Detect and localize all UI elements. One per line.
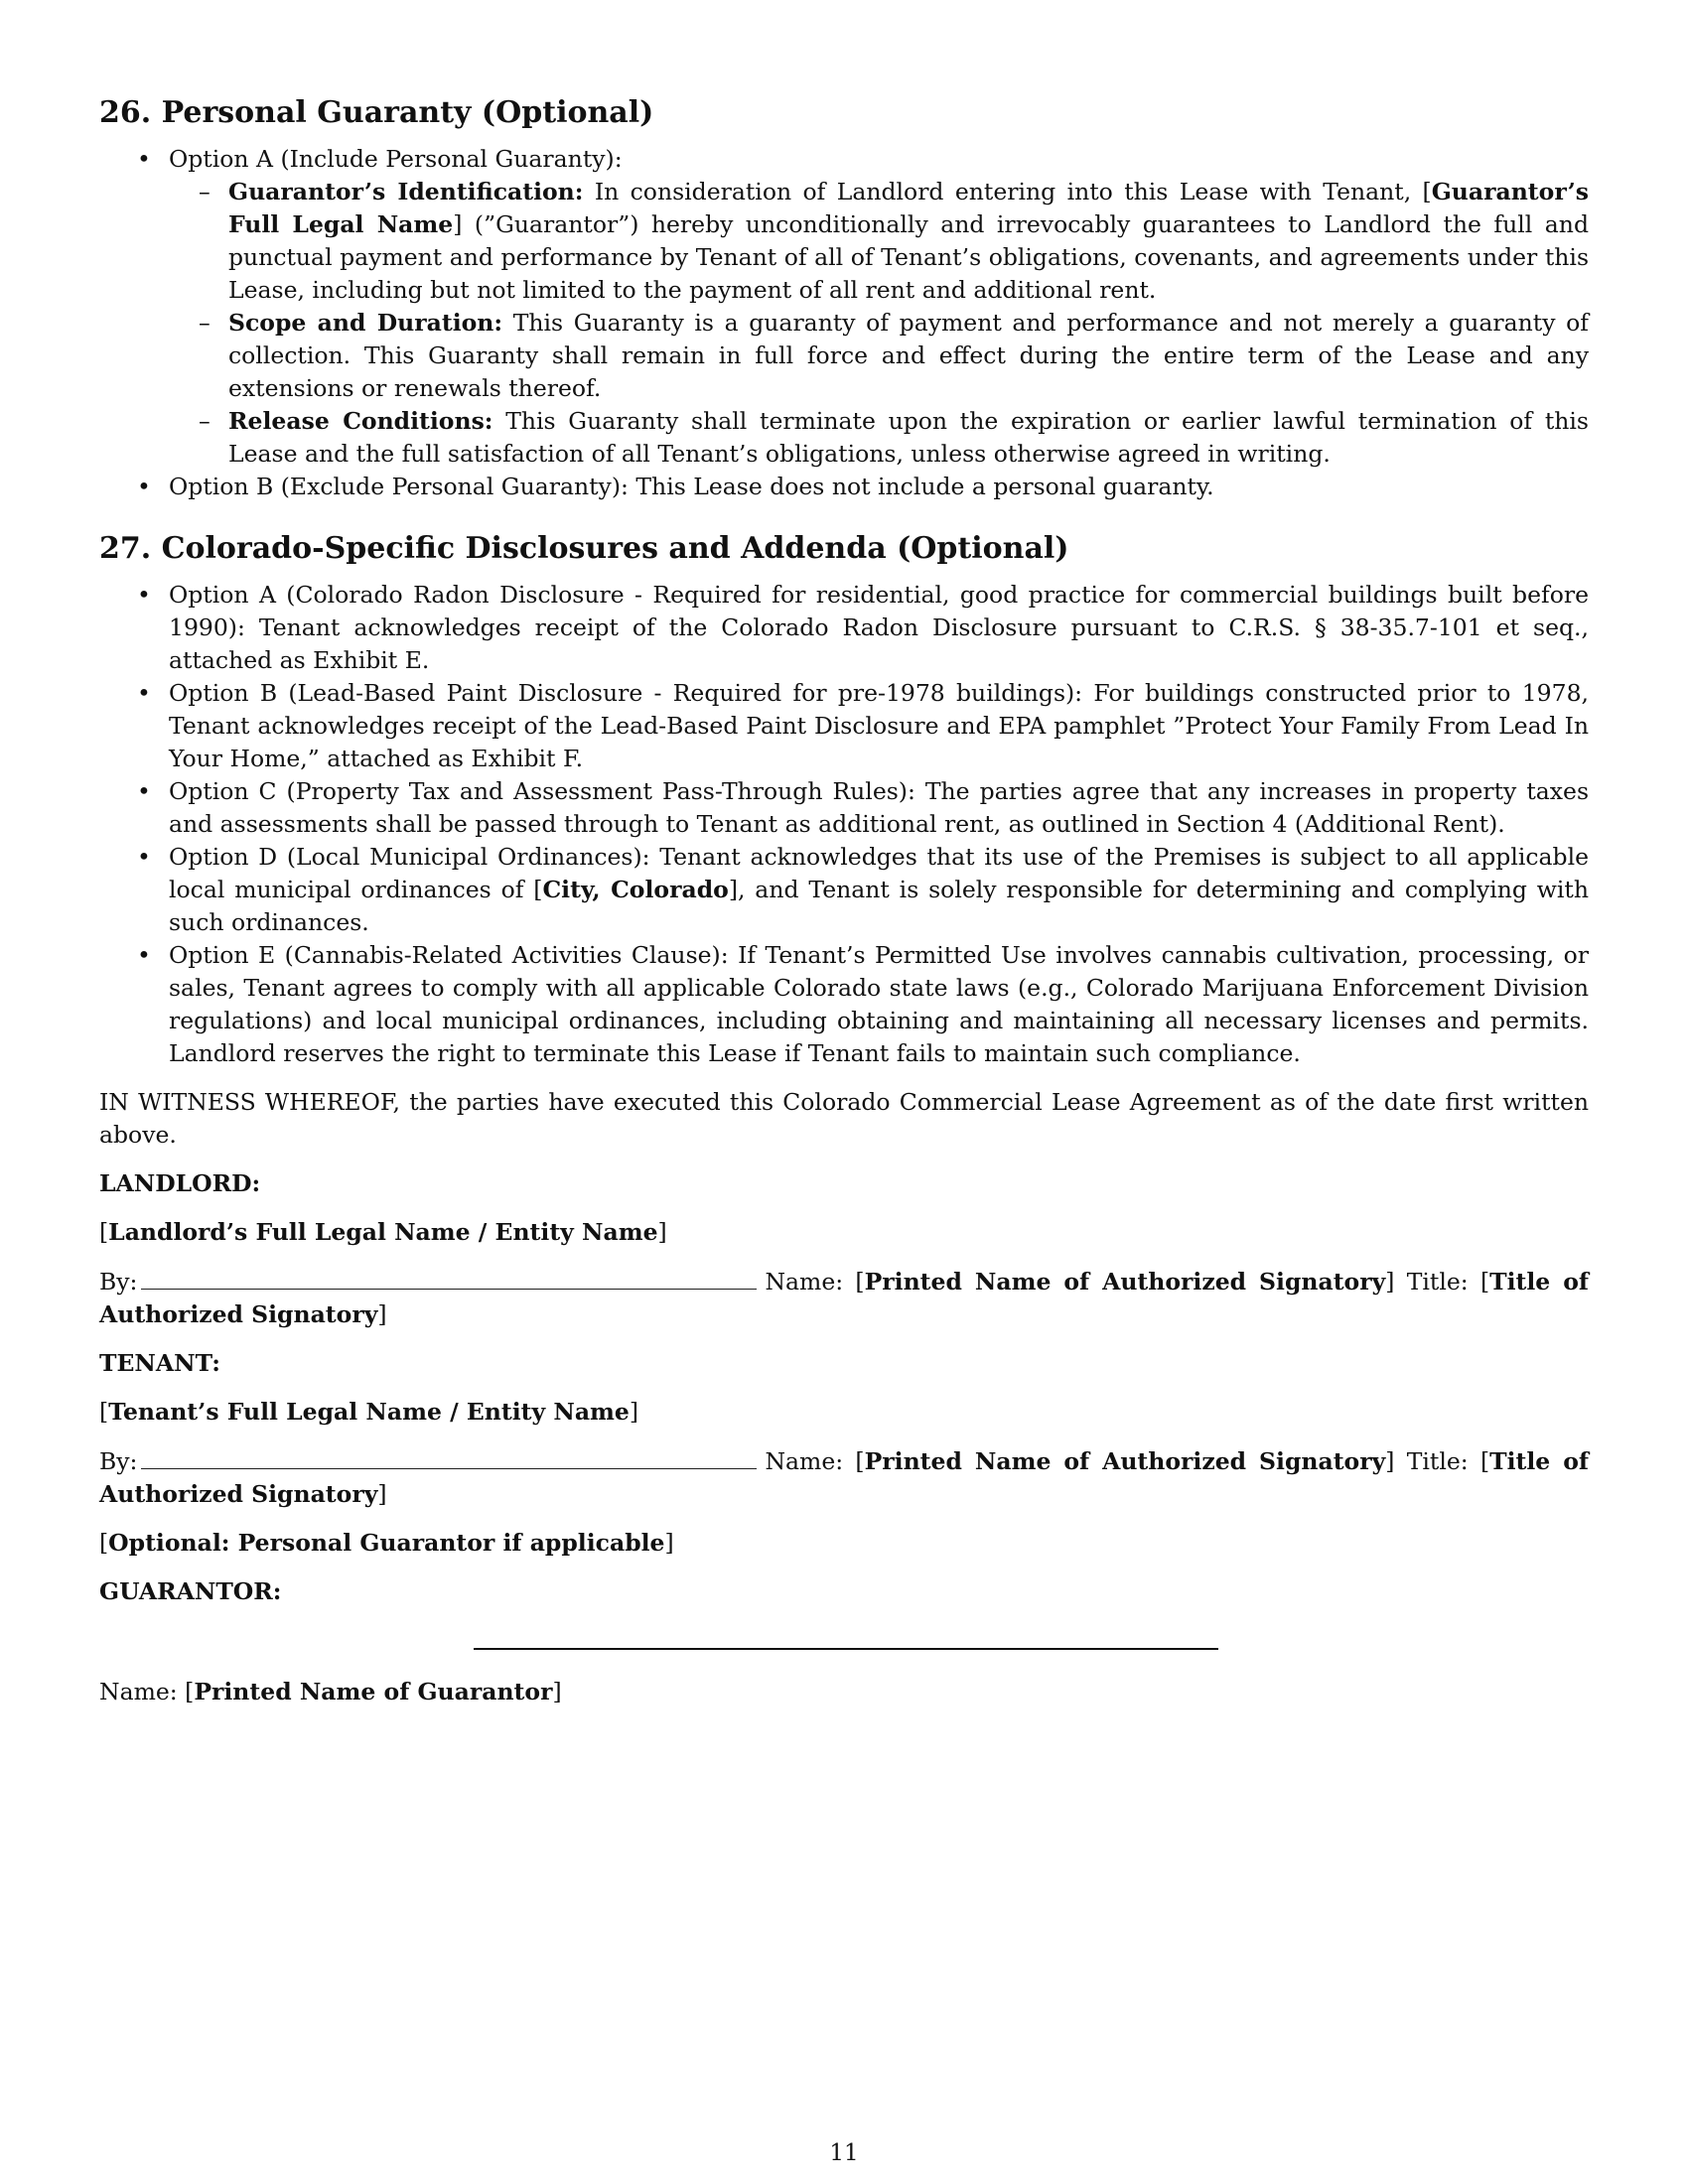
guarantor-name-row: Name: [Printed Name of Guarantor] [99, 1678, 562, 1706]
bullet-icon: • [137, 581, 151, 609]
dash-icon: – [199, 309, 211, 337]
tenant-by-label: By: [99, 1447, 138, 1475]
dash-icon: – [199, 407, 211, 435]
property-tax-text: Option C (Property Tax and Assessment Pass-Through Rules): The parties agree that any increases in property taxes and assessments shall be passed through to Tenant as additional rent, as outlined in Section 4 (Additional Rent). [169, 777, 1589, 838]
section-27-option-b [99, 677, 1589, 775]
tenant-title-label: Title: [1394, 1447, 1480, 1475]
page-number: 11 [829, 2140, 859, 2166]
landlord-title-label: Title: [1394, 1268, 1480, 1296]
optional-guarantor-note: [Optional: Personal Guarantor if applicable] [99, 1529, 674, 1557]
option-b-text: Option B (Exclude Personal Guaranty): This Lease does not include a personal guaranty. [169, 473, 1214, 500]
section-26-option-a [99, 143, 1589, 471]
landlord-entity: [Landlord’s Full Legal Name / Entity Name] [99, 1218, 667, 1246]
guarantor-name-label: Name: [99, 1678, 186, 1706]
guarantor-name-placeholder: Guarantor’s Full Legal Name [228, 178, 1589, 238]
bullet-icon: • [137, 145, 151, 173]
municipal-ordinances-text-pre: Option D (Local Municipal Ordinances): Tenant acknowledges that its use of the Premises is subject to all applicable local municipal ordinances of [ [169, 843, 1589, 903]
section-27-option-e [99, 939, 1589, 1070]
landlord-entity-placeholder: Landlord’s Full Legal Name / Entity Name [108, 1218, 658, 1246]
scope-duration-text: This Guaranty is a guaranty of payment and performance and not merely a guaranty of collection. This Guaranty shall remain in full force and effect during the entire term of the Lease and any extensions or renewals thereof. [228, 309, 1590, 402]
option-a-subitems [169, 176, 1589, 471]
bullet-icon: • [137, 473, 151, 500]
tenant-label: TENANT: [99, 1349, 220, 1377]
city-placeholder: City, Colorado [542, 876, 729, 903]
radon-disclosure-text: Option A (Colorado Radon Disclosure - Required for residential, good practice for commercial buildings built before 1990): Tenant acknowledges receipt of the Colorado Radon Disclosure pursuant to C.R.S. § 38-35.7-101 et seq., attached as Exhibit E. [169, 581, 1589, 674]
witness-clause: IN WITNESS WHEREOF, the parties have executed this Colorado Commercial Lease Agreement as of the date first written above. [99, 1088, 1589, 1149]
bullet-icon: • [137, 941, 151, 969]
section-27-heading: 27. Colorado-Specific Disclosures and Addenda (Optional) [99, 531, 1069, 566]
landlord-by-label: By: [99, 1268, 138, 1296]
option-a-intro: Option A (Include Personal Guaranty): [169, 145, 623, 173]
bullet-icon: • [137, 679, 151, 707]
release-conditions-text: This Guaranty shall terminate upon the expiration or earlier lawful termination of this Lease and the full satisfaction of all Tenant’s obligations, unless otherwise agreed in writing. [228, 407, 1589, 468]
optional-guarantor-text: Optional: Personal Guarantor if applicable [108, 1529, 665, 1557]
landlord-signature-line[interactable] [141, 1265, 757, 1290]
section-27-option-a [99, 579, 1589, 677]
guarantor-label: GUARANTOR: [99, 1577, 282, 1605]
tenant-signature-line[interactable] [141, 1444, 757, 1469]
guarantor-identification-label: Guarantor’s Identification: [228, 178, 584, 205]
section-26-option-b [99, 471, 1589, 503]
release-conditions-label: Release Conditions: [228, 407, 493, 435]
section-26-heading: 26. Personal Guaranty (Optional) [99, 95, 654, 130]
landlord-label: LANDLORD: [99, 1169, 261, 1197]
dash-icon: – [199, 178, 211, 205]
tenant-signature-row: By: Name: [Printed Name of Authorized Signatory] Title: [Title of Authorized Signatory] [99, 1444, 1589, 1511]
landlord-title-placeholder: Title of Authorized Signatory [99, 1268, 1590, 1328]
guarantor-signature-line[interactable] [474, 1648, 1218, 1650]
scope-duration-label: Scope and Duration: [228, 309, 503, 337]
section-27-option-c [99, 775, 1589, 841]
guarantor-identification-item [169, 176, 1589, 307]
municipal-ordinances-text-post: ], and Tenant is solely responsible for determining and complying with such ordinances. [169, 876, 1590, 936]
landlord-printed-name-placeholder: Printed Name of Authorized Signatory [864, 1268, 1386, 1296]
tenant-title-placeholder: Title of Authorized Signatory [99, 1447, 1590, 1508]
section-27-options [99, 579, 1589, 1070]
tenant-printed-name-placeholder: Printed Name of Authorized Signatory [864, 1447, 1386, 1475]
document-page [99, 93, 1589, 1708]
cannabis-clause-text: Option E (Cannabis-Related Activities Clause): If Tenant’s Permitted Use involves cannabis cultivation, processing, or sales, Tenant agrees to comply with all applicable Colorado state laws (e.g., Colorado Marijuana Enforcement Division regulations) and local municipal ordinances, including obtaining and maintaining all necessary licenses and permits. Landlord reserves the right to terminate this Lease if Tenant fails to maintain such compliance. [169, 941, 1589, 1067]
section-26-options [99, 143, 1589, 503]
guarantor-identification-text-pre: In consideration of Landlord entering into this Lease with Tenant, [ [583, 178, 1432, 205]
tenant-entity-placeholder: Tenant’s Full Legal Name / Entity Name [108, 1398, 630, 1426]
lead-paint-disclosure-text: Option B (Lead-Based Paint Disclosure - Required for pre-1978 buildings): For buildings constructed prior to 1978, Tenant acknowledges receipt of the Lead-Based Paint Disclosure and EPA pamphlet ”Protect Your Family From Lead In Your Home,” attached as Exhibit F. [169, 679, 1589, 772]
guarantor-printed-name-placeholder: Printed Name of Guarantor [194, 1678, 553, 1706]
bullet-icon: • [137, 777, 151, 805]
guarantor-identification-text-post: ] (”Guarantor”) hereby unconditionally and irrevocably guarantees to Landlord the full and punctual payment and performance by Tenant of all of Tenant’s obligations, covenants, and agreements under this Lease, including but not limited to the payment of all rent and additional rent. [228, 210, 1589, 304]
bullet-icon: • [137, 843, 151, 871]
scope-duration-item [169, 307, 1589, 405]
landlord-name-label: Name: [765, 1268, 856, 1296]
section-27-option-d [99, 841, 1589, 939]
release-conditions-item [169, 405, 1589, 471]
tenant-name-label: Name: [765, 1447, 856, 1475]
tenant-entity: [Tenant’s Full Legal Name / Entity Name] [99, 1398, 639, 1426]
landlord-signature-row: By: Name: [Printed Name of Authorized Signatory] Title: [Title of Authorized Signatory] [99, 1265, 1589, 1331]
